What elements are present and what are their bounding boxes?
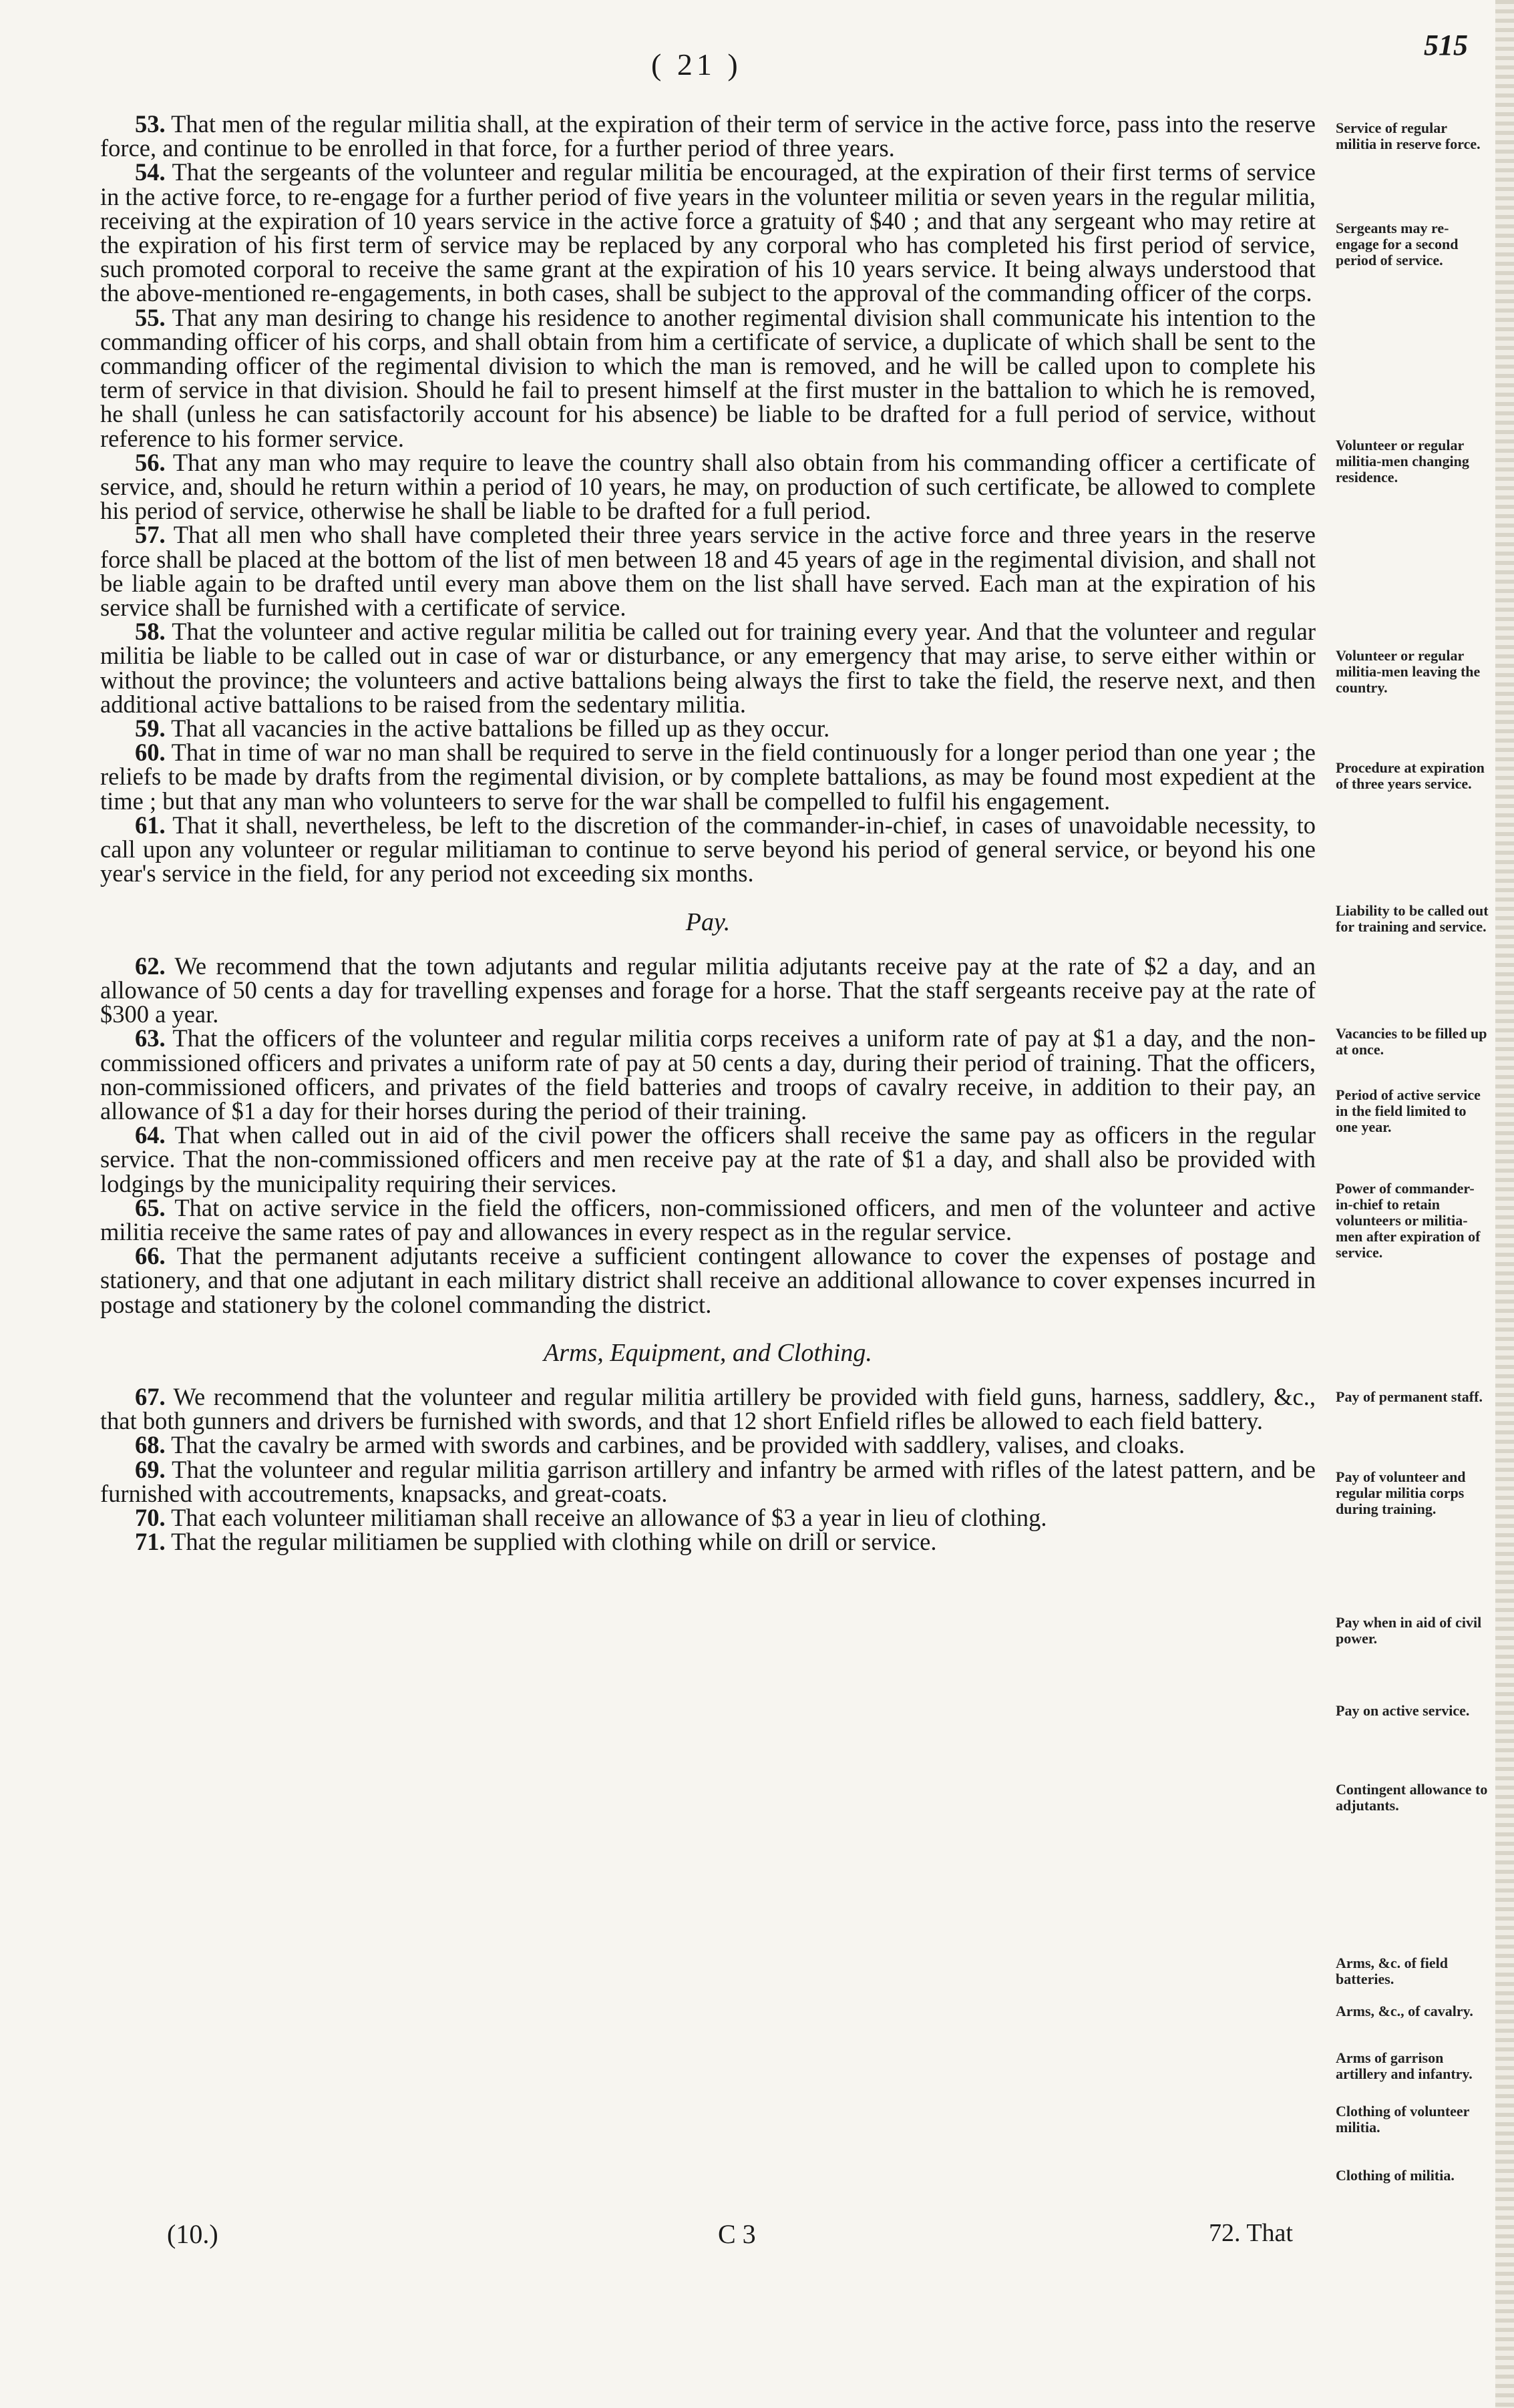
paragraph-71: 71. That the regular militiamen be supplied with clothing while on drill or service. [135,1528,937,1556]
main-text [100,112,1316,1554]
margin-note: Service of regular militia in reserve force. [1336,120,1481,152]
margin-note: Pay of volunteer and regular militia corps during training. [1336,1468,1466,1517]
paragraph-67: 67. We recommend that the volunteer and regular militia artillery be provided with field guns, harness, saddlery, &c., that both gunners and drivers be furnished with swords, and that 12 short Enfield rifles be allowed to each field battery. [100,1382,1316,1435]
paragraph-56: 56. That any man who may require to leave the country shall also obtain from his commanding officer a certificate of service, and, should he return within a period of 10 years, he may, on production of such certificate, be allowed to complete his period of service, otherwise he shall be liable to be drafted for a full period. [100,448,1316,525]
margin-note: Procedure at expiration of three years service. [1336,759,1485,792]
paragraph-61: 61. That it shall, nevertheless, be left to the discretion of the commander-in-chief, in cases of unavoidable necessity, to call upon any volunteer or regular militiaman to continue to serve beyond his period of general service, or beyond his one year's service in the field, for any period not exceeding six months. [100,811,1316,887]
page-number: ( 21 ) [651,47,742,81]
paragraph-69: 69. That the volunteer and regular militia garrison artillery and infantry be armed with rifles of the latest pattern, and be furnished with accoutrements, knapsacks, and great-coats. [100,1455,1316,1507]
handwritten-page-mark: 515 [1424,29,1468,61]
paragraph-62: 62. We recommend that the town adjutants and regular militia adjutants receive pay at the rate of $2 a day, and an allowance of 50 cents a day for travelling expenses and forage for a horse. That the staff sergeants receive pay at the rate of $300 a year. [100,952,1316,1028]
paragraph-65: 65. That on active service in the field the officers, non-commissioned officers, and men of the volunteer and active militia receive the same rates of pay and allowances in every respect as in the regular service. [100,1193,1316,1245]
margin-note: Arms, &c. of field batteries. [1336,1955,1449,1987]
margin-note: Pay on active service. [1336,1702,1470,1719]
margin-note: Arms, &c., of cavalry. [1336,2003,1473,2019]
margin-note: Volunteer or regular militia-men changing residence. [1336,437,1469,485]
paragraph-60: 60. That in time of war no man shall be required to serve in the field continuously for a longer period than one year ; the reliefs to be made by drafts from the regimental division, or by complete battalions, as may be found most expedient at the time ; but that any man who volunteers to serve for the war shall be compelled to fulfil his engagement. [100,739,1316,815]
margin-note: Period of active service in the field limited to one year. [1336,1086,1481,1135]
margin-note: Vacancies to be filled up at once. [1336,1025,1487,1058]
margin-note: Pay of permanent staff. [1336,1388,1483,1405]
paragraph-59: 59. That all vacancies in the active battalions be filled up as they occur. [135,715,830,743]
footer-signature-mark: C 3 [718,2219,756,2249]
footer-catchword: 72. That [1209,2219,1293,2247]
margin-note: Sergeants may re-engage for a second period of service. [1336,220,1459,268]
margin-note: Pay when in aid of civil power. [1336,1614,1482,1647]
paragraph-64: 64. That when called out in aid of the civil power the officers shall receive the same pay as officers in the regular service. That the non-commissioned officers and men receive pay at the rate of $1 a day, and shall also be provided with lodgings by the municipality requiring their services. [100,1121,1316,1197]
paragraph-63: 63. That the officers of the volunteer and regular militia corps receives a uniform rate of pay at $1 a day, and the non-commissioned officers and privates a uniform rate of pay at 50 cents a day, during their period of training. That the officers, non-commissioned officers, and privates of the field batteries and troops of cavalry receive, in addition to their pay, an allowance of $1 a day for their horses during the period of their training. [100,1024,1316,1125]
margin-note: Volunteer or regular militia-men leaving the country. [1336,647,1481,696]
margin-note: Arms of garrison artillery and infantry. [1336,2049,1473,2082]
paragraph-68: 68. That the cavalry be armed with swords and carbines, and be provided with saddlery, valises, and cloaks. [135,1431,1185,1459]
margin-note: Clothing of militia. [1336,2167,1455,2184]
margin-note: Clothing of volunteer militia. [1336,2103,1470,2136]
section-heading-pay: Pay. [685,908,731,936]
binding-edge [1495,0,1514,2408]
margin-note: Contingent allowance to adjutants. [1336,1781,1488,1814]
paragraph-58: 58. That the volunteer and active regular militia be called out for training every year. And that the volunteer and regular militia be liable to be called out in case of war or disturbance, or any emergency that may arise, to serve either within or without the province; the volunteers and active battalions being always the first to take the field, the reserve next, and then additional active battalions to be raised from the sedentary militia. [100,618,1316,718]
footer-sheet-number: (10.) [167,2219,218,2249]
section-heading-arms: Arms, Equipment, and Clothing. [544,1338,872,1367]
paragraph-70: 70. That each volunteer militiaman shall receive an allowance of $3 a year in lieu of clothing. [135,1503,1047,1531]
margin-note: Power of commander-in-chief to retain volunteers or militia-men after expiration of service. [1336,1180,1481,1261]
paragraph-54: 54. That the sergeants of the volunteer and regular militia be encouraged, at the expiration of their first terms of service in the active force, to re-engage for a further period of five years in the volunteer militia or seven years in the regular militia, receiving at the expiration of 10 years service in the active force a gratuity of $40 ; and that any sergeant who may retire at the expiration of his first term of service may be replaced by any corporal who has completed his first period of service, such promoted corporal to receive the same grant at the expiration of his 10 years service. It being always understood that the above-mentioned re-engagements, in both cases, shall be subject to the approval of the commanding officer of the corps. [100,158,1316,307]
paragraph-66: 66. That the permanent adjutants receive a sufficient contingent allowance to cover the expenses of postage and stationery, and that one adjutant in each military district shall receive an additional allowance to cover expenses incurred in postage and stationery by the colonel commanding the district. [100,1242,1316,1318]
margin-note: Liability to be called out for training and service. [1336,902,1489,935]
paragraph-53: 53. That men of the regular militia shall, at the expiration of their term of service in the active force, pass into the reserve force, and continue to be enrolled in that force, for a further period of three years. [100,110,1316,162]
paragraph-55: 55. That any man desiring to change his residence to another regimental division shall communicate his intention to the commanding officer of his corps, and shall obtain from him a certificate of service, a duplicate of which shall be sent to the commanding officer of the regimental division to which the man is removed, and he will be called upon to complete his term of service in that division. Should he fail to present himself at the first muster in the battalion to which he is removed, he shall (unless he can satisfactorily account for his absence) be liable to be drafted for a full period of service, without reference to his former service. [100,303,1316,452]
paragraph-57: 57. That all men who shall have completed their three years service in the active force and three years in the reserve force shall be placed at the bottom of the list of men between 18 and 45 years of age in the regimental division, and shall not be liable again to be drafted until every man above them on the list shall have served. Each man at the expiration of his service shall be furnished with a certificate of service. [100,521,1316,622]
